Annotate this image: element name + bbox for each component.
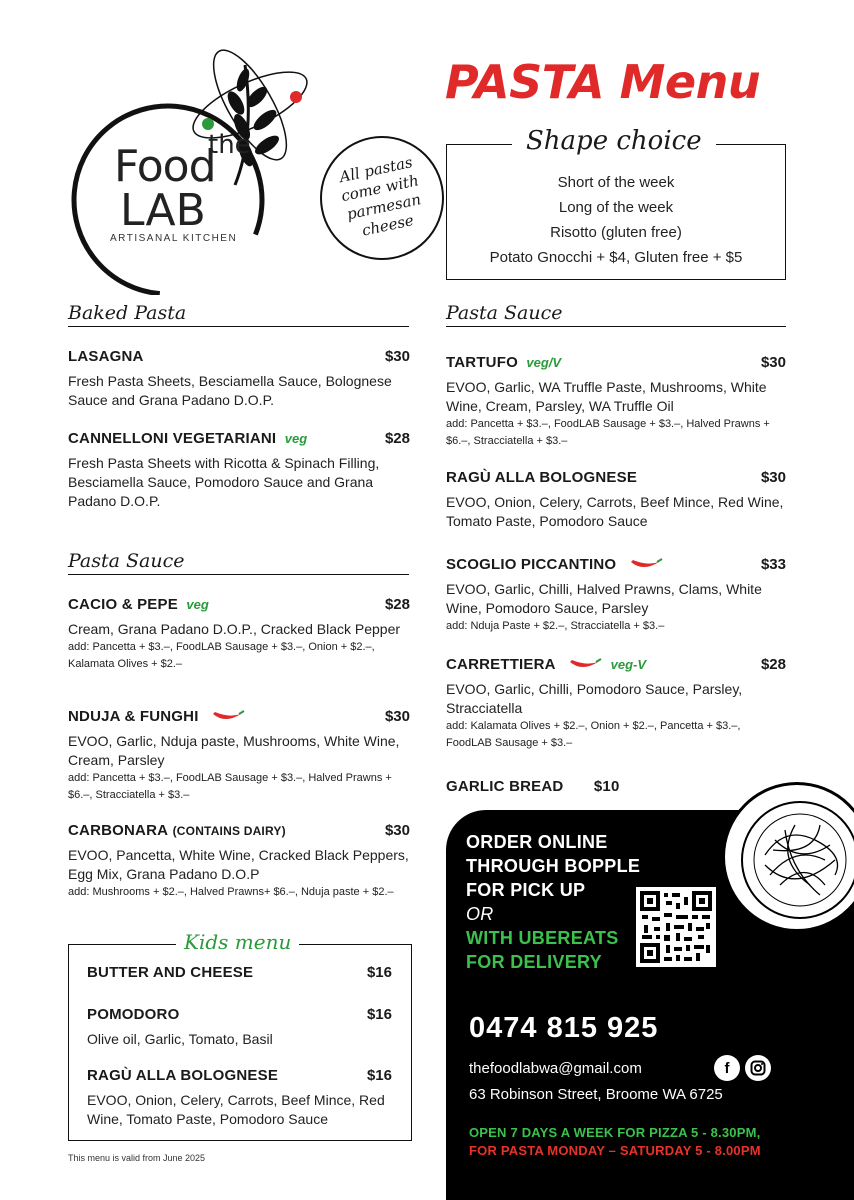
wheat-icon bbox=[224, 65, 282, 185]
item-price: $16 bbox=[366, 1067, 392, 1084]
logo-the: the bbox=[208, 130, 251, 160]
item-name: CARRETTIERA bbox=[446, 656, 556, 673]
logo-subtitle: ARTISANAL KITCHEN bbox=[110, 233, 238, 244]
item-description: Fresh Pasta Sheets, Besciamella Sauce, Bolognese Sauce and Grana Padano D.O.P. bbox=[68, 373, 392, 408]
shape-option: Potato Gnocchi + $4, Gluten free + $5 bbox=[489, 249, 743, 266]
item-note: (CONTAINS DAIRY) bbox=[172, 824, 286, 838]
pasta-sauce-heading-right: Pasta Sauce bbox=[446, 302, 786, 327]
item-name: CACIO & PEPE bbox=[68, 596, 178, 613]
item-price: $28 bbox=[384, 430, 410, 447]
item-description: EVOO, Onion, Celery, Carrots, Beef Mince, Red Wine, Tomato Paste, Pomodoro Sauce bbox=[446, 494, 784, 529]
order-or: OR bbox=[466, 904, 494, 924]
item-name: TARTUFO bbox=[446, 354, 518, 371]
menu-item bbox=[68, 708, 410, 804]
veg-tag: veg-V bbox=[610, 657, 647, 672]
item-name: CANNELLONI VEGETARIANI bbox=[68, 430, 277, 447]
item-addons: add: Pancetta + $3.–, FoodLAB Sausage + $3.–, Onion + $2.–, Kalamata Olives + $2.– bbox=[68, 641, 375, 670]
phone-number[interactable]: 0474 815 925 bbox=[469, 1012, 659, 1044]
item-name: BUTTER AND CHEESE bbox=[87, 964, 254, 981]
order-info bbox=[466, 830, 640, 974]
qr-code-icon[interactable] bbox=[636, 887, 716, 967]
menu-item bbox=[446, 469, 786, 531]
item-price: $30 bbox=[384, 348, 410, 365]
item-description: EVOO, Pancetta, White Wine, Cracked Black Peppers, Egg Mix, Grana Padano D.O.P bbox=[68, 847, 409, 882]
hours-pizza: OPEN 7 DAYS A WEEK FOR PIZZA 5 - 8.30PM, bbox=[469, 1125, 761, 1140]
item-description: Olive oil, Garlic, Tomato, Basil bbox=[87, 1031, 273, 1047]
item-name: NDUJA & FUNGHI bbox=[68, 708, 199, 725]
menu-item bbox=[446, 556, 786, 635]
item-name: CARBONARA bbox=[68, 822, 169, 839]
shape-choice-title: Shape choice bbox=[512, 126, 716, 156]
item-price: $28 bbox=[384, 596, 410, 613]
baked-pasta-heading: Baked Pasta bbox=[68, 302, 409, 327]
item-name: POMODORO bbox=[87, 1006, 180, 1023]
shape-option: Short of the week bbox=[557, 174, 675, 191]
kids-item bbox=[87, 1006, 392, 1049]
item-description: EVOO, Garlic, Chilli, Pomodoro Sauce, Parsley, Stracciatella bbox=[446, 681, 743, 716]
item-description: Fresh Pasta Sheets with Ricotta & Spinach Filling, Besciamella Sauce, Pomodoro Sauce and Grana Padano D.O.P. bbox=[68, 455, 380, 509]
shape-option: Long of the week bbox=[558, 199, 674, 216]
validity-note: This menu is valid from June 2025 bbox=[68, 1153, 206, 1163]
cheese-note-text: All pastas come with parmesan cheese bbox=[337, 153, 423, 240]
kids-item bbox=[87, 1067, 392, 1129]
item-name: RAGÙ ALLA BOLOGNESE bbox=[87, 1067, 279, 1084]
cheese-note-badge bbox=[320, 136, 444, 260]
item-price: $16 bbox=[366, 964, 392, 981]
veg-tag: veg bbox=[186, 597, 209, 612]
page-title: PASTA Menu bbox=[445, 55, 761, 109]
item-addons: add: Mushrooms + $2.–, Halved Prawns+ $6.–, Nduja paste + $2.– bbox=[68, 886, 394, 898]
order-line: FOR DELIVERY bbox=[466, 952, 602, 972]
shape-option: Risotto (gluten free) bbox=[550, 224, 682, 241]
chilli-icon bbox=[568, 658, 602, 672]
chilli-icon bbox=[211, 710, 245, 724]
item-addons: add: Kalamata Olives + $2.–, Onion + $2.–, Pancetta + $3.–, FoodLAB Sausage + $3.– bbox=[446, 720, 741, 749]
item-price: $30 bbox=[760, 469, 786, 486]
order-line: FOR PICK UP bbox=[466, 880, 586, 900]
pasta-sauce-heading-left: Pasta Sauce bbox=[68, 550, 409, 575]
item-name: GARLIC BREAD bbox=[446, 778, 564, 795]
menu-item bbox=[68, 596, 410, 673]
item-price: $10 bbox=[593, 778, 620, 795]
logo-food: Food bbox=[114, 141, 216, 192]
menu-item bbox=[68, 348, 410, 410]
email-address[interactable]: thefoodlabwa@gmail.com bbox=[469, 1060, 642, 1077]
item-addons: add: Pancetta + $3.–, FoodLAB Sausage + $3.–, Halved Prawns + $6.–, Stracciatella + $3.– bbox=[68, 772, 392, 801]
menu-item bbox=[68, 822, 410, 901]
item-description: EVOO, Garlic, Chilli, Halved Prawns, Clams, White Wine, Pomodoro Sauce, Parsley bbox=[446, 581, 762, 616]
item-description: EVOO, Garlic, WA Truffle Paste, Mushrooms, White Wine, Cream, Parsley, WA Truffle Oil bbox=[446, 379, 767, 414]
item-price: $30 bbox=[760, 354, 786, 371]
item-price: $28 bbox=[760, 656, 786, 673]
item-name: SCOGLIO PICCANTINO bbox=[446, 556, 617, 573]
item-description: EVOO, Onion, Celery, Carrots, Beef Mince, Red Wine, Tomato Paste, Pomodoro Sauce bbox=[87, 1092, 385, 1127]
food-lab-logo bbox=[60, 45, 320, 295]
hours-pasta: FOR PASTA MONDAY – SATURDAY 5 - 8.00PM bbox=[469, 1143, 761, 1158]
item-addons: add: Nduja Paste + $2.–, Stracciatella + $3.– bbox=[446, 620, 665, 632]
menu-item bbox=[68, 430, 410, 511]
item-price: $30 bbox=[384, 822, 410, 839]
order-line: THROUGH BOPPLE bbox=[466, 856, 641, 876]
chilli-icon bbox=[629, 558, 663, 572]
facebook-icon[interactable]: f bbox=[714, 1055, 740, 1081]
item-addons: add: Pancetta + $3.–, FoodLAB Sausage + $3.–, Halved Prawns + $6.–, Stracciatella + $3.– bbox=[446, 418, 770, 447]
kids-menu-title: Kids menu bbox=[176, 930, 299, 954]
item-price: $33 bbox=[760, 556, 786, 573]
shape-choice-list bbox=[446, 170, 786, 270]
logo-lab: LAB bbox=[120, 185, 206, 236]
item-price: $30 bbox=[384, 708, 410, 725]
order-line: WITH UBEREATS bbox=[466, 928, 619, 948]
item-name: LASAGNA bbox=[68, 348, 144, 365]
menu-item bbox=[446, 656, 786, 752]
instagram-icon[interactable] bbox=[745, 1055, 771, 1081]
item-description: EVOO, Garlic, Nduja paste, Mushrooms, White Wine, Cream, Parsley bbox=[68, 733, 400, 768]
veg-tag: veg/V bbox=[526, 355, 562, 370]
order-line: ORDER ONLINE bbox=[466, 832, 608, 852]
garlic-bread-item bbox=[446, 778, 646, 796]
street-address: 63 Robinson Street, Broome WA 6725 bbox=[469, 1086, 723, 1103]
menu-item bbox=[446, 354, 786, 450]
kids-item bbox=[87, 964, 392, 982]
item-name: RAGÙ ALLA BOLOGNESE bbox=[446, 469, 638, 486]
item-description: Cream, Grana Padano D.O.P., Cracked Black Pepper bbox=[68, 621, 401, 637]
veg-tag: veg bbox=[284, 431, 308, 446]
item-price: $16 bbox=[366, 1006, 392, 1023]
